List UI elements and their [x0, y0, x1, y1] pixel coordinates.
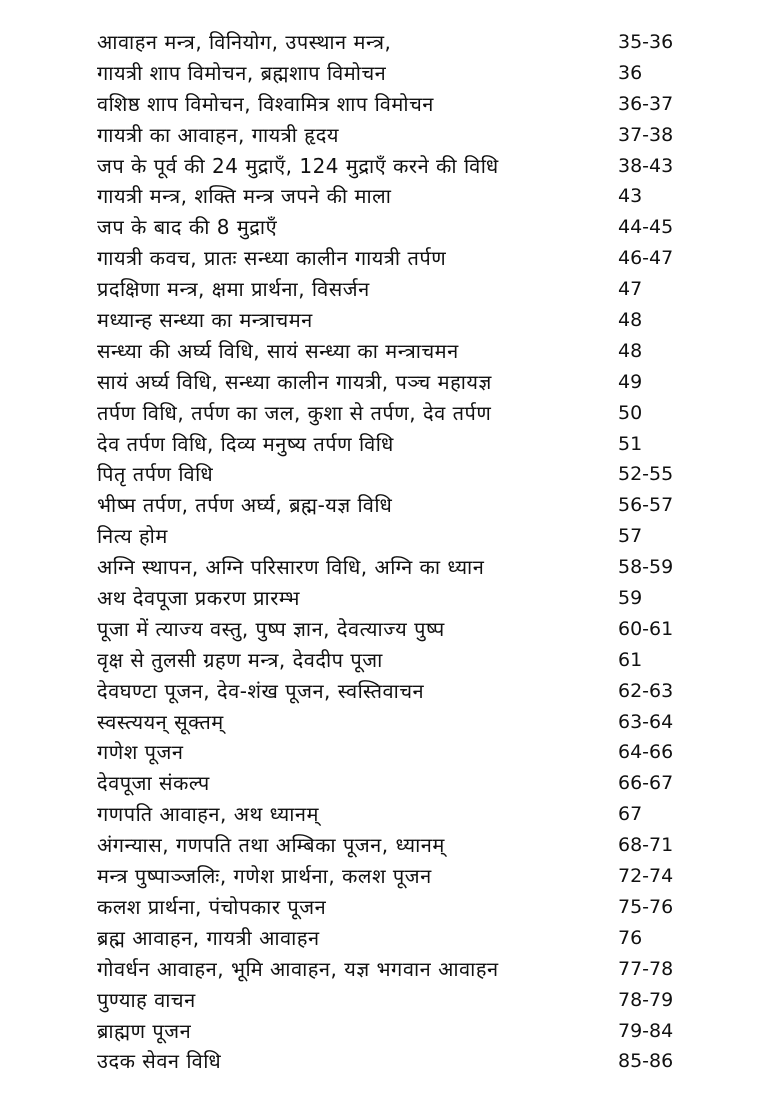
toc-entry-title: नित्य होम	[97, 524, 168, 549]
toc-entry-title: अंगन्यास, गणपति तथा अम्बिका पूजन, ध्यानम्	[97, 833, 445, 858]
toc-entry-pages: 46-47	[618, 247, 674, 270]
toc-entry-title: देवपूजा संकल्प	[97, 771, 210, 796]
toc-entry-pages: 75-76	[618, 895, 674, 918]
toc-entry-pages: 61	[618, 648, 643, 671]
toc-entry-title: गणपति आवाहन, अथ ध्यानम्	[97, 802, 319, 827]
toc-entry-title: अग्नि स्थापन, अग्नि परिसारण विधि, अग्नि का ध्यान	[97, 555, 485, 580]
toc-entry-pages: 44-45	[618, 216, 674, 239]
toc-entry-title: आवाहन मन्त्र, विनियोग, उपस्थान मन्त्र,	[97, 30, 392, 54]
toc-entry-pages: 85-86	[618, 1050, 674, 1073]
toc-entry	[97, 151, 697, 182]
toc-entry	[97, 305, 697, 336]
toc-entry-pages: 58-59	[618, 556, 674, 579]
toc-entry-title: सायं अर्घ्य विधि, सन्ध्या कालीन गायत्री, पञ्च महायज्ञ	[97, 369, 492, 394]
toc-entry	[97, 1016, 697, 1047]
toc-entry	[97, 645, 697, 676]
toc-entry-pages: 49	[618, 370, 643, 393]
toc-entry-title: मन्त्र पुष्पाञ्जलिः, गणेश प्रार्थना, कलश पूजन	[97, 864, 432, 889]
toc-entry-title: वृक्ष से तुलसी ग्रहण मन्त्र, देवदीप पूजा	[97, 647, 383, 672]
toc-entry-pages: 36-37	[618, 92, 674, 115]
toc-entry-title: ब्राह्मण पूजन	[97, 1018, 192, 1043]
toc-entry-pages: 59	[618, 587, 643, 610]
toc-entry	[97, 58, 697, 89]
toc-entry-title: जप के पूर्व की 24 मुद्राएँ, 124 मुद्राएँ करने की विधि	[97, 153, 499, 178]
toc-entry	[97, 27, 697, 58]
toc-entry	[97, 274, 697, 305]
toc-entry-pages: 38-43	[618, 154, 674, 177]
toc-entry-title: ब्रह्म आवाहन, गायत्री आवाहन	[97, 925, 320, 950]
toc-entry-title: गणेश पूजन	[97, 740, 184, 765]
toc-entry	[97, 954, 697, 985]
table-of-contents	[97, 27, 697, 1077]
toc-entry-title: देव तर्पण विधि, दिव्य मनुष्य तर्पण विधि	[97, 431, 394, 456]
toc-entry-pages: 36	[618, 61, 643, 84]
toc-entry-title: सन्ध्या की अर्घ्य विधि, सायं सन्ध्या का मन्त्राचमन	[97, 338, 459, 363]
toc-entry	[97, 583, 697, 614]
toc-entry-title: स्वस्त्ययन् सूक्तम्	[97, 709, 224, 734]
toc-entry	[97, 861, 697, 892]
toc-entry-pages: 51	[618, 432, 643, 455]
toc-entry	[97, 181, 697, 212]
toc-entry	[97, 707, 697, 738]
toc-entry-pages: 57	[618, 525, 643, 548]
toc-entry-pages: 52-55	[618, 463, 674, 486]
toc-entry-title: गायत्री कवच, प्रातः सन्ध्या कालीन गायत्री तर्पण	[97, 246, 447, 271]
toc-entry-pages: 67	[618, 803, 643, 826]
toc-entry-pages: 78-79	[618, 988, 674, 1011]
toc-entry-pages: 35-36	[618, 31, 674, 53]
toc-entry-pages: 77-78	[618, 957, 674, 980]
toc-entry-title: प्रदक्षिणा मन्त्र, क्षमा प्रार्थना, विसर्जन	[97, 277, 370, 302]
toc-entry-title: उदक सेवन विधि	[97, 1049, 222, 1074]
toc-entry	[97, 1046, 697, 1077]
toc-entry-pages: 79-84	[618, 1019, 674, 1042]
toc-entry-title: गायत्री शाप विमोचन, ब्रह्मशाप विमोचन	[97, 60, 387, 85]
toc-entry	[97, 212, 697, 243]
toc-entry-pages: 60-61	[618, 617, 674, 640]
toc-entry	[97, 367, 697, 398]
toc-entry-title: गोवर्धन आवाहन, भूमि आवाहन, यज्ञ भगवान आवाहन	[97, 956, 499, 981]
toc-entry	[97, 521, 697, 552]
toc-entry	[97, 459, 697, 490]
toc-entry-pages: 48	[618, 339, 643, 362]
toc-entry	[97, 243, 697, 274]
toc-entry	[97, 89, 697, 120]
toc-entry-pages: 66-67	[618, 772, 674, 795]
toc-entry	[97, 336, 697, 367]
toc-entry	[97, 985, 697, 1016]
toc-entry-title: पूजा में त्याज्य वस्तु, पुष्प ज्ञान, देवत्याज्य पुष्प	[97, 616, 445, 641]
toc-entry-title: गायत्री मन्त्र, शक्ति मन्त्र जपने की माला	[97, 184, 392, 209]
toc-entry-pages: 68-71	[618, 834, 674, 857]
toc-entry-title: अथ देवपूजा प्रकरण प्रारम्भ	[97, 586, 300, 611]
toc-entry-title: तर्पण विधि, तर्पण का जल, कुशा से तर्पण, देव तर्पण	[97, 400, 492, 425]
toc-entry-pages: 43	[618, 185, 643, 208]
toc-entry-title: देवघण्टा पूजन, देव-शंख पूजन, स्वस्तिवाचन	[97, 678, 425, 703]
toc-entry-pages: 76	[618, 926, 643, 949]
toc-entry	[97, 490, 697, 521]
toc-entry-title: जप के बाद की 8 मुद्राएँ	[97, 215, 278, 240]
toc-entry	[97, 429, 697, 460]
toc-entry	[97, 614, 697, 645]
toc-entry-pages: 64-66	[618, 741, 674, 764]
toc-entry-pages: 50	[618, 401, 643, 424]
toc-entry-pages: 63-64	[618, 710, 674, 733]
toc-entry	[97, 120, 697, 151]
toc-entry-pages: 48	[618, 309, 643, 332]
toc-entry-pages: 47	[618, 278, 643, 301]
toc-entry-pages: 62-63	[618, 679, 674, 702]
toc-entry	[97, 737, 697, 768]
toc-entry	[97, 923, 697, 954]
toc-entry	[97, 676, 697, 707]
toc-entry	[97, 552, 697, 583]
toc-entry-title: गायत्री का आवाहन, गायत्री हृदय	[97, 122, 340, 147]
toc-entry	[97, 768, 697, 799]
toc-entry-pages: 56-57	[618, 494, 674, 517]
toc-entry-title: भीष्म तर्पण, तर्पण अर्घ्य, ब्रह्म-यज्ञ विधि	[97, 493, 393, 518]
toc-entry	[97, 799, 697, 830]
toc-entry-pages: 37-38	[618, 123, 674, 146]
toc-entry	[97, 398, 697, 429]
toc-entry	[97, 830, 697, 861]
toc-entry-title: मध्यान्ह सन्ध्या का मन्त्राचमन	[97, 308, 313, 333]
toc-entry-title: वशिष्ठ शाप विमोचन, विश्वामित्र शाप विमोचन	[97, 91, 434, 116]
toc-entry-pages: 72-74	[618, 865, 674, 888]
toc-entry-title: पुण्याह वाचन	[97, 987, 196, 1012]
toc-entry-title: कलश प्रार्थना, पंचोपकार पूजन	[97, 894, 327, 919]
toc-entry	[97, 892, 697, 923]
toc-entry-title: पितृ तर्पण विधि	[97, 462, 214, 487]
